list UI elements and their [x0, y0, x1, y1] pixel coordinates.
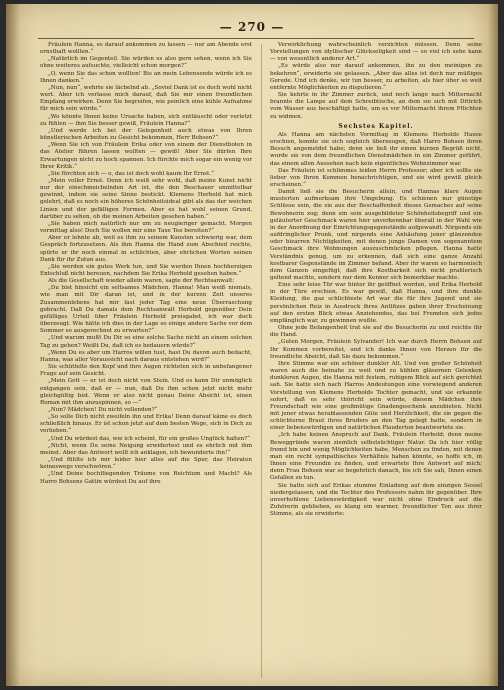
- paragraph: „Natürlich im Gegenteil. Sie würden es also gern sehen, wenn ich Sie ohne weiteres aufsuchte, vielleicht schon morgen?“: [40, 56, 252, 70]
- paragraph: Als Hanna am nächsten Vormittag in Klemens Herbolds Hause erschien, konnte sie sich sogleich überzeugen, daß Harro Bohsen ihren Besuch angemeldet habe; denn sie ließ ihr einen kurzen Begrüß nicht, wurde sie von dem freundlichen Dienstmädchen in ein Zimmer geführt, das einem allen Aussehen nach kein eigentliches Wohnzimmer war.: [270, 131, 482, 167]
- page-number: — 270 —: [219, 20, 285, 34]
- paragraph: Verwirklichung wahrscheinlich verzichten müssen. Denn seine Vorstellungen von idyllischer Glückseligkeit sind — so viel ich sehe kann — von wesentlich anderer Art.“: [270, 42, 482, 63]
- paragraph: „Nun? Mädchen! Du nicht vollenden?“: [48, 406, 158, 413]
- chapter-heading: Sechstes Kapitel.: [338, 122, 414, 130]
- paragraph: Aber er lehnte ab, weil es ihm zu seinem Kunsten schwierig war, dem Gespräch fortzusetzen. Als ihm Hanna die Hand zum Abschied reichte, spürte er ihr noch einmal in schlichten, aber ehrlichen Worten seinen Dank für ihr Zutun aus.: [40, 235, 252, 263]
- paragraph: Ohne jede Befangenheit trat sie auf die Besucherin zu und reichte ihr die Hand.: [270, 325, 482, 339]
- paragraph: „Nun, nun“, wehrte sie lächelnd ab. „Soviel Dank ist es doch wohl nicht wert. Aber ich verlasse mich darauf, daß Sie mir einen freundlichen Empfang erwirken. Denn Sie begreifen, wie peinlich eine kühle Aufnahme für mich sein würde.“: [40, 84, 252, 113]
- paragraph: „Mein voller Ernst. Denn ich weiß sehr wohl, daß meine Kunst nicht nur der einschmeichelnden Art ist, die den Beschauer unmittelbar gewinnt, indem sie seine Sinne bestickt. Klemens Herbold hat mich gelehrt, daß es noch ein höheres Schönheitsideal gibt als das der weichen Linien und der gefälligen Formen. Aber es hat wohl seinen Grund, darüber zu sehen, ob die meinen Arbeiten gesehen haben.“: [40, 177, 252, 220]
- paragraph: „Wo könnte Ihnen keine Ursache haben, sich enttäuscht oder verletzt zu fühlen — ihm Sie besser gewiß, Fräulein Hanna?“: [40, 113, 252, 127]
- paragraph: „Und fühlte ich mir leider hier alles auf die Spur, das Heiraten keineswegs verschwören.“: [40, 457, 252, 471]
- paragraph: „Und warum mußt Du Dir so eine solche Sache nicht an einem solchen Tag zu gehen? Weißt Du, daß ich es bedauern würde?“: [40, 335, 252, 349]
- paragraph: Fräulein Hanna, es darauf ankommen zu lassen — nur am Abende erst ernsthaft wollten.“: [40, 42, 252, 56]
- paragraph: „Und Du würdest das, wie ich scheint, für ein großes Unglück halten?“: [48, 435, 250, 442]
- paragraph: „Und werde ich bei der Gelegenheit auch etwas von Ihren künstlerischen Arbeiten zu Gesicht bekommen, Herr Bohsen?“: [40, 127, 252, 142]
- paragraph: „Sie fürchten sich — o, das ist doch wohl kaum Ihr Ernst.“: [48, 170, 214, 177]
- paragraph: „Du bist hinsicht ein seltsames Mädchen, Hanna! Man weiß niemals, wie man mit Dir daran ist, und in der kurzen Zeit unseres Zusammenlebens hat mir fast jeder Tag eine neue Überraschung gebracht. Daß Du damals dem Rechtsanwalt Herbold gegenüber Dein gefälliges Urteil über Fräulein Herbold preisgabst, ich war doch überzeugt. Wie hätte ich dies in der Lage so einige andere Sache vor dem Sommer so ausgerechnet zu erwarten?“: [40, 285, 252, 335]
- paragraph: „So solle Dich nicht zweifeln ihn und Erika! Denn darauf käme es doch schließlich hinaus. Er ist schon jetzt auf dem besten Wege, sich in Dich zu verlieben.“: [40, 414, 252, 435]
- paragraph: Eine sehr leise Tür war hinter ihr geöffnet worden, und Erika Herbold in der Türe erschien. Es war gewiß, daß Hanna, und ihre dunkle Kleidung, die gaz schlichteste Art war die für ihre Jugend und sie persönlichen Reiz in Ausdruck ihres Antlitzes gaben ihrer Erscheinung auf den ersten Blick etwas Anziehendes, das bei Fremden sich jedes empfänglich war, zu gewinnen wußte.: [270, 282, 482, 324]
- paragraph: „Guten Morgen, Fräulein Sylvander! Ich war durch Herrn Bohsen auf Ihr Kommen vorbereitet, und ich danke Ihnen von Herzen für die freundliche Absicht, daß Sie dazu bekommen.“: [270, 339, 482, 360]
- paragraph: Als die Gesellschaft wieder allein waren, sagte der Rechtsanwalt:: [48, 278, 235, 285]
- paragraph: „Es würde also nur darauf ankommen, ihn zu den meinigen zu bekehren“, erwiderte sie gelassen. „Aber das alles ist doch nur müßiges Gerede. Und ich denke, wir tun besser, zu arbeiten, als hier über so weit entfernte Möglichkeiten zu disputieren.“: [270, 63, 482, 91]
- paragraph: Das Fräulein ist schlimmes leiden Herrn Professor; aber ich sollte sie lieber von Ihren Kommen benachrichtigen, und sie wird gewiß gleich erscheinen.“: [270, 167, 482, 188]
- page-spine-shadow: [6, 4, 20, 686]
- paragraph: „Sie haben mich natürlich nur um zu neugieriger gemacht. Morgen vormittag also! Doch Sie wollen mir eine Taxe Tee bereiten?“: [40, 220, 252, 235]
- paragraph: Sie hatte sich auf Erikas stumme Einladung auf dem einzigen Sessel niedergelassen, und die Tochter des Professors nahm ihr gegenüber. Ihre unverhohlene Liebenswürdigkeit war nicht ohne Eindruck auf die Zuhörerin geblieben, es klang ein warmer, freundlicher Ton aus ihrer Stimme, als sie erwiderte:: [270, 482, 482, 518]
- paragraph: Ihre Stimme war ein schöner dunkler Alt. Und von großer Schönheit waren auch die beinahe zu weit und zu kühlen gläsernen Gelenken dunkleren Augen, die Hanna mit festem, ruhigem Blick auf sich gerichtet sah. Sie hatte sich nach Harros Andeutungen eine vorwiegend anderen Vorstellung von Klemens Herbolds Tochter gemacht, und sie erkannte sofort, daß es sehr thöricht sein würde, diesem Mädchen ihre Freundschaft wie eine großmütige Gnadengeschenk anzubieten. Nicht mit jener etwas herablassenden Güte und Herzlichkeit, die sie gegen die schüchterne Braut ihres Bruders an den Tag gelegt hatte, sondern in einer liebenswürdigen und natürlichen Plauderton beantwortete sie.: [270, 360, 482, 432]
- paragraph: Damit ließ sie die Besucherin allein, und Hannas klare Augen musterten aufmerksam ihre Umgebung. Es schienen nur günstige Schlüsse sein, die sie aus der Beschaffenheit dieses Gemaches auf seine Bewohnerin zog; denn ein sein ausgebildeter Schönheitsbegriff und ein geläuterter Geschmack waren hier unverkennbar überall in der Wahl wie in der Anordnung der Einrichtungsgegenstände aufgewandt. Nirgends ein aufdringlicher Prunk, und nirgends eine Anhäufung jener glänzenden oder bizarren Nichtigkeiten, mit denen junge Damen von sogenanntem Geschmack ihre Wohnungen auszuschmücken pflegen. Hanna hatte Verständnis genug, um zu erkennen, daß sich eine ganze Anzahl kostbarer Gegenstände im Zimmer befand. Aber ihr waren so harmonisch dem Ganzen eingefügt, daß ihre Kostbarkeit sich nicht prahlerisch geltend machte, sondern nur dem Kenner sich bemerkbar machte.: [270, 189, 482, 281]
- paragraph: Sie kehrte in ihr Zimmer zurück, und noch lange nach Mitternacht brannte die Lampe auf dem Schreibtische, an dem sie sich mit Dittrich vom Wasser aus beschäftigt hatte, um es vor Mitternacht ihrem Pflichten zu widmen.: [270, 92, 482, 120]
- left-column: [40, 42, 252, 486]
- paragraph: „Wenn Du es aber um Harros willen tust, hast Du davon auch bedacht, Hanna, was aller Voraussicht nach daraus entstehen wird?“: [40, 349, 252, 363]
- newspaper-page: [6, 4, 498, 686]
- header-rule: [38, 38, 474, 39]
- paragraph: „Mein Gott — er ist doch nicht von Stein. Und es kann Dir unmöglich entgangen sein, daß er — nun, daß Du ihm schon jetzt nicht mehr gleichgültig bist. Wenn er also nicht genau Deine Absicht ist, einen Roman mit ihm anzuspinnen, so —“: [40, 378, 252, 406]
- column-divider: [261, 44, 262, 678]
- paragraph: „Und Deine hochfliegenden Träume von Reichtum und Macht? Als Harro Bohsens Gattin würdest Du auf ihre: [40, 471, 252, 485]
- paragraph: „Ich habe keinen Anspruch auf Dank, Fräulein Herbold; denn meine Beweggründe waren ziemlich selbstsüchtiger Natur. Da ich hier völlig fremd bin und wenig Möglichkeiten habe, Menschen zu finden, mit denen man ein recht sympathisches Verhältnis haben könnte, so hoffe ich, in Ihnen eine Freundin zu finden, und erwartete Ihre Antwort auf mich; denn Frau Bohsen war so begehrlich danach, bis ich Sie sah, Ihnen einen Gefallen zu tun.: [270, 432, 482, 482]
- paragraph: „Wenn Sie ich von Fräulein Erika oder von einem der Dienstboten in das Atelier führen lassen wollten — gewiß! Aber Sie dürfen Ihre Erwartungen nicht zu hoch spannen. Ich fürchte mich sogar ein wenig vor Ihrer Kritik.“: [40, 142, 252, 170]
- paragraph: „Nicht, wenn Du seine Neigung erwidertest und es ehrlich mit ihm meinst. Aber das Antwort wollt ich anklagen, ich bewunderte ihn!“: [40, 442, 252, 456]
- paragraph: „O, wenn Sie das schon wollten! Bis an mein Lebensende würde ich es Ihnen danken.“: [40, 70, 252, 84]
- right-column: [270, 42, 482, 518]
- paragraph: „Sie werden ein gutes Werk tun, und Sie werden Ihnen hochherzigen Entschluß nicht bereuen, nachdem Sie Erika Herbold gesehen haben.“: [40, 263, 252, 277]
- paragraph: Sie schüttelte den Kopf und ihre Augen richteten sich in unbefangener Frage auf sein Gesicht.: [40, 364, 252, 378]
- page-edge-shadow: [488, 4, 498, 686]
